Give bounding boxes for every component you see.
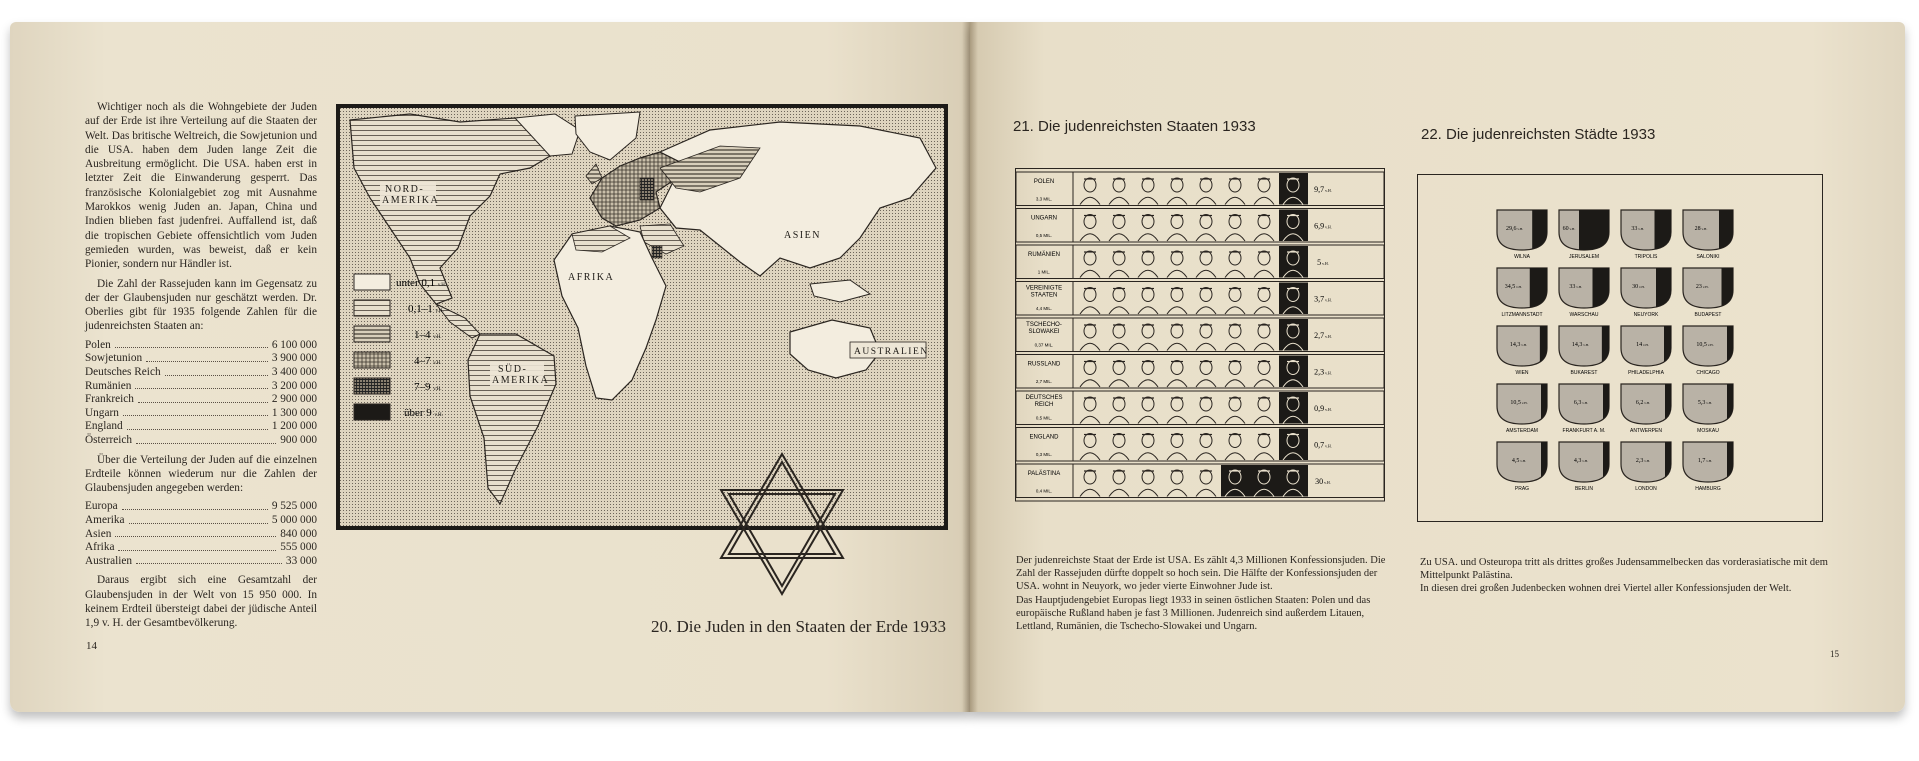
chart21-state-label: DEUTSCHES xyxy=(1025,395,1063,401)
legend-swatch-6 xyxy=(354,404,390,420)
chart21-figure xyxy=(1080,324,1100,351)
chart22-city-label: ANTWERPEN xyxy=(1630,428,1662,434)
chart21-percent: 0,9 v.H. xyxy=(1314,404,1332,413)
chart21-figure xyxy=(1225,397,1245,424)
chart21-figure xyxy=(1254,324,1274,351)
map-label-suedamerika-2: AMERIKA xyxy=(492,375,550,386)
chart22-city-shield xyxy=(1559,384,1609,434)
chart21-population: 2,7 MIL. xyxy=(1035,379,1053,384)
chart21-figure xyxy=(1254,288,1274,315)
continent-name: Europa xyxy=(85,500,118,513)
chart21-population: 4,4 MIL. xyxy=(1035,306,1053,311)
chart21-figure xyxy=(1167,397,1187,424)
dot-leader xyxy=(115,339,268,349)
state-value: 1 200 000 xyxy=(271,420,317,433)
chart21-figure xyxy=(1080,251,1100,278)
chart21-figure xyxy=(1109,215,1129,242)
state-value: 2 900 000 xyxy=(271,393,317,406)
dot-leader xyxy=(135,380,267,390)
chart21-figure xyxy=(1167,324,1187,351)
chart21-figure-jewish xyxy=(1279,465,1308,497)
chart22-city-shield xyxy=(1683,442,1733,492)
right-text-right xyxy=(1420,556,1835,596)
chart21-state-label: TSCHECHO- xyxy=(1026,322,1062,328)
chart21-figure xyxy=(1225,288,1245,315)
state-value: 3 400 000 xyxy=(271,365,317,378)
chart21-figure-jewish xyxy=(1279,429,1308,461)
chart21-percent: 9,7 v.H. xyxy=(1314,185,1332,194)
chart21-figure xyxy=(1254,397,1274,424)
chart22-percent: 1,7 v.H. xyxy=(1697,458,1713,464)
chart21-figure xyxy=(1138,178,1158,205)
chart21-figure xyxy=(1167,434,1187,461)
chart21-figure-jewish xyxy=(1279,173,1308,205)
right-text-left-p2: Das Hauptjudengebiet Europas liegt 1933 in seinen östlichen Staaten: Polen und das europäische Rußland haben je fast 3 Millionen. Judenreich sind außerdem Litauen, Lettland, Rumänien, die Tschecho-Slowakei und Ungarn. xyxy=(1016,594,1371,633)
chart21-title: 21. Die judenreichsten Staaten 1933 xyxy=(1013,118,1256,135)
legend-swatch-1 xyxy=(354,274,390,290)
continent-name: Australien xyxy=(85,554,133,567)
chart21-figure-jewish xyxy=(1279,283,1308,315)
state-row xyxy=(85,339,317,353)
dot-leader xyxy=(115,528,276,538)
chart21-figure xyxy=(1109,470,1129,497)
chart22-city-label: MOSKAU xyxy=(1697,428,1719,434)
chart21-row xyxy=(1016,172,1384,206)
chart21-figure xyxy=(1225,251,1245,278)
map-label-asien: ASIEN xyxy=(784,230,821,241)
chart22-city-label: FRANKFURT A. M. xyxy=(1562,428,1606,434)
state-row xyxy=(85,380,317,394)
chart21-population: 0,37 MIL. xyxy=(1034,342,1054,348)
continent-value: 33 000 xyxy=(285,554,317,567)
chart21-percent: 2,3 v.H. xyxy=(1314,367,1332,377)
chart21-percent: 2,7 v.H. xyxy=(1314,331,1332,340)
chart21-population: 0,5 MIL. xyxy=(1035,233,1053,238)
chart22-percent: 10,5 v.H. xyxy=(1510,400,1528,406)
chart21-population: 0,5 MIL. xyxy=(1035,415,1053,421)
chart22-share-mark xyxy=(1665,384,1671,424)
chart22-share-mark xyxy=(1664,326,1671,366)
chart21-percent: 30 v.H. xyxy=(1315,477,1331,486)
chart21-figure-jewish xyxy=(1279,210,1308,242)
chart21-figure xyxy=(1080,288,1100,315)
chart21-percent: 0,7 v.H. xyxy=(1314,440,1332,450)
chart22-share-mark xyxy=(1541,384,1547,424)
chart21-percent: 3,7 v.H. xyxy=(1314,294,1332,304)
chart21-row xyxy=(1016,464,1384,498)
chart22-share-mark xyxy=(1727,384,1733,424)
chart21-figure xyxy=(1138,434,1158,461)
chart22-percent: 23 v.H. xyxy=(1695,284,1709,290)
dot-leader xyxy=(138,393,268,403)
book-gutter xyxy=(962,22,978,712)
chart22-city-label: BERLIN xyxy=(1574,486,1594,492)
continent-name: Afrika xyxy=(85,541,115,554)
dot-leader xyxy=(123,407,268,417)
state-name: England xyxy=(85,420,123,433)
chart21-figure xyxy=(1138,361,1158,388)
map-label-suedamerika-1: SÜD- xyxy=(498,364,528,375)
chart21-row xyxy=(1016,209,1384,243)
chart22-city-shield xyxy=(1621,210,1671,260)
chart21-state-label: STAATEN xyxy=(1030,292,1058,299)
legend-swatch-5 xyxy=(354,378,390,394)
chart21-figure xyxy=(1080,434,1100,461)
chart21-figure-jewish xyxy=(1279,392,1308,424)
continent-row xyxy=(85,500,317,514)
chart21-figure xyxy=(1196,361,1216,388)
legend-swatch-3 xyxy=(354,326,390,342)
continent-row xyxy=(85,514,317,528)
chart21-state-label: PALÄSTINA xyxy=(1027,471,1061,477)
open-book xyxy=(10,22,1910,722)
chart22-city-shield xyxy=(1621,326,1671,376)
chart21-row xyxy=(1016,428,1384,462)
chart22-percent: 29,6 v.H. xyxy=(1506,226,1524,232)
state-value: 1 300 000 xyxy=(271,406,317,419)
chart21-figure-jewish xyxy=(1250,465,1279,497)
chart21-figure xyxy=(1080,397,1100,424)
chart21-figure xyxy=(1109,178,1129,205)
state-row xyxy=(85,434,317,448)
continent-value: 9 525 000 xyxy=(271,500,317,513)
chart22-city-shield xyxy=(1621,442,1671,492)
chart22-share-mark xyxy=(1603,384,1609,424)
states-list xyxy=(85,339,317,448)
chart21-figure xyxy=(1167,470,1187,497)
chart22-percent: 14 v.H. xyxy=(1636,342,1649,348)
legend-swatch-2 xyxy=(354,300,390,316)
chart22-city-label: JERUSALEM xyxy=(1568,254,1600,260)
chart21-figure xyxy=(1225,178,1245,205)
chart21-figure xyxy=(1080,361,1100,388)
chart22-percent: 14,3 v.H. xyxy=(1509,342,1528,348)
chart22-percent: 4,3 v.H. xyxy=(1573,458,1589,464)
continent-name: Asien xyxy=(85,527,112,540)
chart21-figure xyxy=(1254,178,1274,205)
chart22-share-mark xyxy=(1727,326,1733,366)
paragraph-1: Wichtiger noch als die Wohngebiete der Juden auf der Erde ist ihre Verteilung auf die Staaten der Welt. Das britische Weltreich, die Sowjetunion und die USA. haben dem Juden lange Zeit die Ausbreitung ermöglicht. Die USA. haben erst in letzter Zeit die Einwanderung gesperrt. Das französische Kolonialgebiet zog mit Ausnahme Marokkos wenig Juden an. Japan, China und Indien blieben fast judenfrei. Auffallend ist, daß die tropischen Gebiete offensichtlich vom Juden gemieden wurden, was beweist, daß er kein Pionier, sondern nur Händler ist. xyxy=(85,101,317,271)
chart21-figure xyxy=(1080,215,1100,242)
chart22-percent: 34,5 v.H. xyxy=(1504,284,1522,290)
chart22-city-shield xyxy=(1559,210,1609,260)
state-value: 3 200 000 xyxy=(271,379,317,392)
chart21-figure xyxy=(1167,251,1187,278)
paragraph-4: Daraus ergibt sich eine Gesamtzahl der Glaubensjuden in der Welt von 15 950 000. In keinem Erdteil übersteigt dabei der jüdische Anteil 1,9 v. H. der Gesamtbevölkerung. xyxy=(85,574,317,630)
chart22-share-mark xyxy=(1593,268,1610,308)
chart21-figure-jewish xyxy=(1279,319,1308,351)
chart22-city-label: PHILADELPHIA xyxy=(1628,370,1664,376)
chart21-figure xyxy=(1196,251,1216,278)
chart21-row xyxy=(1016,391,1384,425)
chart22-share-mark xyxy=(1655,210,1672,250)
chart22-share-mark xyxy=(1719,210,1733,250)
dot-leader xyxy=(136,555,282,565)
paragraph-3: Über die Verteilung der Juden auf die einzelnen Erdteile können wiederum nur die Zahlen der Glaubensjuden angegeben werden: xyxy=(85,453,317,495)
chart21-population: 0,3 MIL. xyxy=(1035,452,1053,457)
chart22-title: 22. Die judenreichsten Städte 1933 xyxy=(1421,126,1656,143)
chart21-figure xyxy=(1167,178,1187,205)
chart21-percent: 5 v.H. xyxy=(1317,258,1329,267)
chart22-city-shield xyxy=(1497,442,1547,492)
chart22-city-label: WARSCHAU xyxy=(1569,312,1599,318)
continent-value: 5 000 000 xyxy=(271,513,317,526)
chart21-figure xyxy=(1196,215,1216,242)
state-row xyxy=(85,393,317,407)
chart21-figure xyxy=(1109,361,1129,388)
continent-row xyxy=(85,528,317,542)
legend-label-1: unter 0,1 v.H. xyxy=(396,277,447,289)
state-row xyxy=(85,420,317,434)
state-value: 900 000 xyxy=(280,433,317,446)
chart21-state-label: ENGLAND xyxy=(1029,434,1059,441)
map-label-nordamerika-2: AMERIKA xyxy=(382,195,440,206)
chart22-city-shield xyxy=(1683,384,1733,434)
chart22-share-mark xyxy=(1540,326,1547,366)
chart22-percent: 33 v.H. xyxy=(1569,284,1583,290)
chart22-city-shield xyxy=(1497,210,1547,260)
state-name: Polen xyxy=(85,338,111,351)
chart22-city-label: LONDON xyxy=(1635,486,1657,492)
chart21-figure xyxy=(1109,324,1129,351)
legend-label-2: 0,1–1 v.H. xyxy=(408,303,444,315)
chart22-share-mark xyxy=(1579,210,1609,250)
right-text-right-p2: In diesen drei großen Judenbecken wohnen drei Viertel aller Konfessionsjuden der Welt. xyxy=(1420,583,1792,595)
chart22-percent: 28 v.H. xyxy=(1694,226,1708,232)
state-value: 6 100 000 xyxy=(271,338,317,351)
chart21-figure xyxy=(1254,434,1274,461)
chart21-figure xyxy=(1225,434,1245,461)
chart21-percent: 6,9 v.H. xyxy=(1314,221,1332,231)
chart22-city-label: AMSTERDAM xyxy=(1506,428,1538,434)
chart21-state-label: RUSSLAND xyxy=(1027,361,1061,368)
chart22-city-label: CHICAGO xyxy=(1696,370,1720,376)
state-value: 3 900 000 xyxy=(271,352,317,365)
chart21-figure xyxy=(1225,215,1245,242)
page-number-right: 15 xyxy=(1830,649,1839,659)
right-text-left-p1: Der judenreichste Staat der Erde ist USA. Es zählt 4,3 Millionen Konfessionsjuden. Die Zahl der Rassejuden dürfte doppelt so hoch sein. Die Hälfte der Konfessionsjuden der USA. wohnt in Neuyork, wo jeder vierte Einwohner Jude ist. xyxy=(1016,555,1386,593)
chart21-row xyxy=(1016,318,1384,352)
star-of-david-icon xyxy=(715,450,849,598)
chart22-city-shield xyxy=(1621,384,1671,434)
chart22-share-mark xyxy=(1530,268,1547,308)
state-name: Frankreich xyxy=(85,393,134,406)
chart21-figure xyxy=(1254,361,1274,388)
legend-swatch-4 xyxy=(354,352,390,368)
chart21-row xyxy=(1016,355,1384,389)
world-map-svg xyxy=(340,108,944,526)
page-number-left: 14 xyxy=(86,640,97,652)
chart22-city-label: WIEN xyxy=(1515,370,1529,376)
chart21-figure-jewish xyxy=(1221,465,1250,497)
chart22-city-shield xyxy=(1621,268,1671,318)
chart22-percent: 5,3 v.H. xyxy=(1697,400,1713,406)
chart22-city-label: WILNA xyxy=(1514,254,1530,260)
dot-leader xyxy=(118,541,276,551)
legend-label-5: 7–9 v.H. xyxy=(414,381,442,393)
legend-label-3: 1–4 v.H. xyxy=(414,329,442,341)
chart21-figure xyxy=(1167,288,1187,315)
state-row xyxy=(85,352,317,366)
chart22-city-label: SALONIKI xyxy=(1696,254,1720,260)
chart21-state-label: RUMÄNIEN xyxy=(1027,252,1061,258)
chart21-state-label: VEREINIGTE xyxy=(1025,285,1063,292)
chart22-share-mark xyxy=(1602,326,1609,366)
map-label-nordamerika-1: NORD- xyxy=(385,184,425,195)
chart22-percent: 10,5 v.H. xyxy=(1696,342,1714,348)
dot-leader xyxy=(129,514,268,524)
continent-row xyxy=(85,555,317,569)
chart22-percent: 14,3 v.H. xyxy=(1571,342,1590,348)
chart22-percent: 30 v.H. xyxy=(1632,284,1645,290)
chart22-share-mark xyxy=(1656,268,1671,308)
chart21-figure xyxy=(1167,361,1187,388)
world-map xyxy=(336,104,948,530)
chart22-percent: 4,5 v.H. xyxy=(1511,458,1527,464)
map-label-afrika: AFRIKA xyxy=(568,272,615,283)
chart22-city-label: NEUYORK xyxy=(1633,312,1659,318)
chart21-figure xyxy=(1109,288,1129,315)
chart21-figure xyxy=(1109,251,1129,278)
chart22-city-label: TRIPOLIS xyxy=(1634,254,1658,260)
chart21-figure xyxy=(1254,251,1274,278)
chart21-figure xyxy=(1109,397,1129,424)
chart22-city-shield xyxy=(1683,268,1733,318)
continent-row xyxy=(85,541,317,555)
map-caption: 20. Die Juden in den Staaten der Erde 1933 xyxy=(651,617,947,636)
dot-leader xyxy=(146,352,268,362)
continent-value: 840 000 xyxy=(280,527,317,540)
chart22-share-mark xyxy=(1727,442,1733,482)
right-text-right-p1: Zu USA. und Osteuropa tritt als drittes großes Judensammelbecken das vorderasiatische mit dem Mittelpunkt Palästina. xyxy=(1420,557,1828,582)
chart21-figure xyxy=(1138,215,1158,242)
continent-name: Amerika xyxy=(85,513,125,526)
state-name: Österreich xyxy=(85,433,133,446)
dot-leader xyxy=(127,420,268,430)
continent-value: 555 000 xyxy=(280,541,317,554)
chart21-states-pictogram xyxy=(1015,168,1385,502)
chart21-figure xyxy=(1225,361,1245,388)
chart21-figure xyxy=(1138,324,1158,351)
chart22-share-mark xyxy=(1665,442,1671,482)
map-label-australien: AUSTRALIEN xyxy=(854,347,929,357)
state-name: Sowjetunion xyxy=(85,352,143,365)
chart21-figure-jewish xyxy=(1279,356,1308,388)
chart22-city-label: BUDAPEST xyxy=(1694,312,1722,318)
chart21-figure xyxy=(1080,178,1100,205)
chart21-figure xyxy=(1225,324,1245,351)
chart21-state-label: POLEN xyxy=(1033,179,1055,185)
chart22-share-mark xyxy=(1603,442,1609,482)
chart22-percent: 6,2 v.H. xyxy=(1635,400,1651,406)
chart21-figure xyxy=(1138,397,1158,424)
chart21-state-label: UNGARN xyxy=(1030,215,1058,222)
chart22-city-shield xyxy=(1559,268,1609,318)
right-text-left xyxy=(1016,554,1396,633)
chart22-city-label: LITZMANNSTADT xyxy=(1501,312,1543,318)
legend-label-6: über 9 v.H. xyxy=(404,407,443,419)
chart21-figure-jewish xyxy=(1279,246,1308,278)
chart21-population: 1 MIL. xyxy=(1037,269,1051,275)
chart21-row xyxy=(1016,245,1384,279)
chart22-city-shield xyxy=(1559,442,1609,492)
chart21-figure xyxy=(1138,288,1158,315)
chart21-population: 0,4 MIL. xyxy=(1035,488,1053,494)
dot-leader xyxy=(136,434,276,444)
left-text-column xyxy=(85,100,317,636)
chart22-city-shield xyxy=(1559,326,1609,376)
chart22-percent: 33 v.H. xyxy=(1631,226,1645,232)
continents-list xyxy=(85,500,317,568)
chart21-population: 3,3 MIL. xyxy=(1035,196,1053,202)
chart22-cities-shields xyxy=(1417,174,1823,522)
chart21-figure xyxy=(1254,215,1274,242)
chart21-figure xyxy=(1138,251,1158,278)
chart21-figure xyxy=(1196,288,1216,315)
chart21-figure xyxy=(1196,178,1216,205)
paragraph-2: Die Zahl der Rassejuden kann im Gegensatz zu der der Glaubensjuden nur geschätzt werden. Dr. Oberlies gibt für 1935 folgende Zahlen für die judenreichsten Staaten an: xyxy=(85,277,317,333)
chart21-figure xyxy=(1167,215,1187,242)
chart21-row xyxy=(1016,282,1384,316)
state-name: Rumänien xyxy=(85,379,132,392)
state-row xyxy=(85,366,317,380)
chart21-state-label: SLOWAKEI xyxy=(1028,329,1060,335)
chart22-percent: 2,3 v.H. xyxy=(1635,458,1651,464)
chart22-share-mark xyxy=(1722,268,1734,308)
chart22-percent: 6,3 v.H. xyxy=(1573,400,1589,406)
chart21-figure xyxy=(1109,434,1129,461)
chart22-city-shield xyxy=(1497,326,1547,376)
chart22-city-label: HAMBURG xyxy=(1695,486,1721,492)
chart22-city-shield xyxy=(1683,210,1733,260)
chart21-figure xyxy=(1196,324,1216,351)
chart22-city-label: BUKAREST xyxy=(1570,370,1598,376)
chart22-city-label: PRAG xyxy=(1514,486,1530,492)
chart22-percent: 60 v.H. xyxy=(1562,226,1576,232)
state-name: Ungarn xyxy=(85,406,119,419)
chart21-figure xyxy=(1196,434,1216,461)
chart22-city-shield xyxy=(1683,326,1733,376)
chart21-figure xyxy=(1196,470,1216,497)
dot-leader xyxy=(122,500,268,510)
chart21-figure xyxy=(1138,470,1158,497)
state-row xyxy=(85,407,317,421)
chart22-city-shield xyxy=(1497,384,1547,434)
chart21-figure xyxy=(1196,397,1216,424)
chart21-state-label: REICH xyxy=(1034,402,1054,408)
state-name: Deutsches Reich xyxy=(85,365,161,378)
chart22-city-shield xyxy=(1497,268,1547,318)
chart22-share-mark xyxy=(1532,210,1547,250)
dot-leader xyxy=(165,366,268,376)
chart21-figure xyxy=(1080,470,1100,497)
chart22-share-mark xyxy=(1541,442,1547,482)
legend-label-4: 4–7 v.H. xyxy=(414,355,442,367)
